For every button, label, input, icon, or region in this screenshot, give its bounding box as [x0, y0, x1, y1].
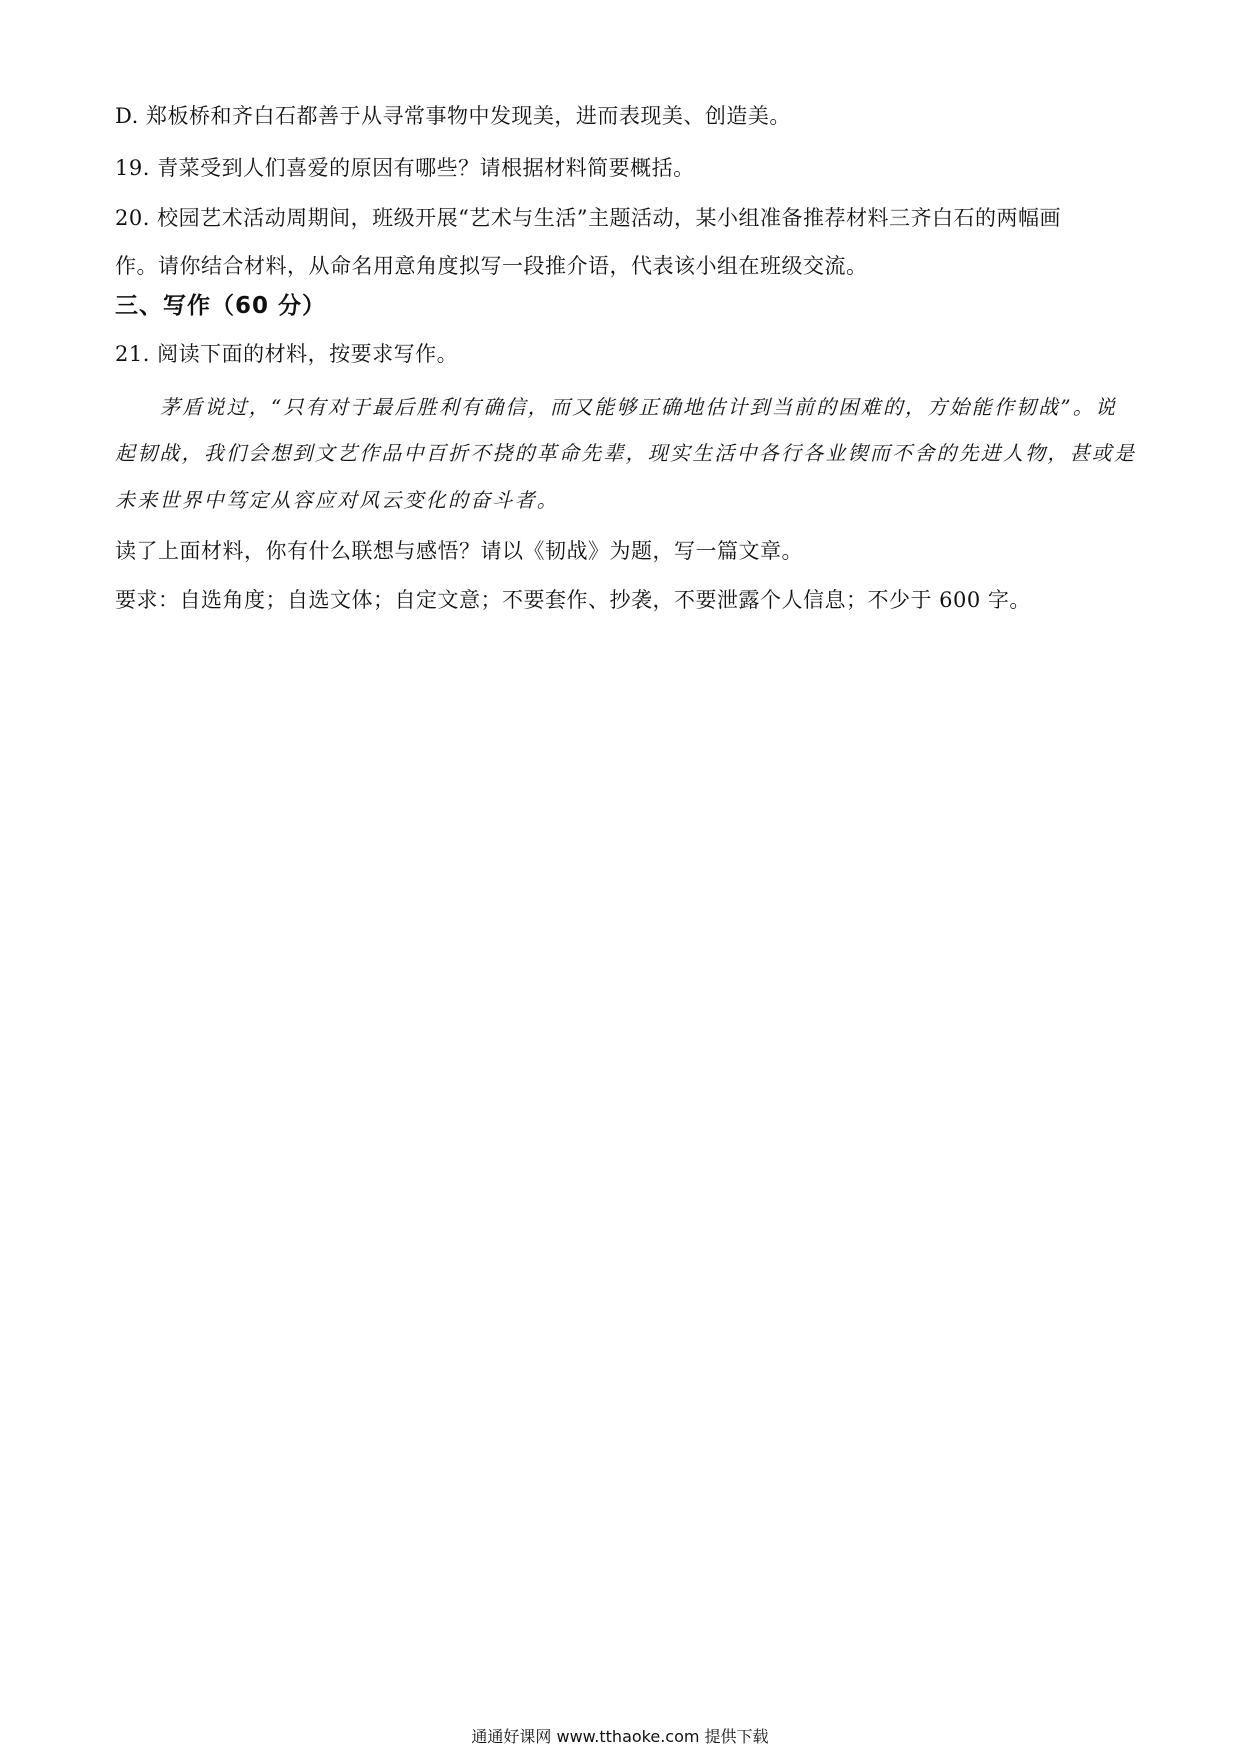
- passage-line-2: 起韧战，我们会想到文艺作品中百折不挠的革命先辈，现实生活中各行各业锲而不舍的先进人物，甚或是: [115, 441, 1137, 465]
- question-21-text: 21. 阅读下面的材料，按要求写作。: [115, 342, 459, 366]
- question-20-line-2: 作。请你结合材料，从命名用意角度拟写一段推介语，代表该小组在班级交流。: [115, 254, 868, 278]
- question-20-line-1: 20. 校园艺术活动周期间，班级开展“艺术与生活”主题活动，某小组准备推荐材料三齐白石的两幅画: [115, 206, 1062, 230]
- writing-prompt: 读了上面材料，你有什么联想与感悟？请以《韧战》为题，写一篇文章。: [115, 539, 803, 563]
- section-3-heading: 三、写作（60 分）: [115, 293, 327, 319]
- question-19-text: 19. 青菜受到人们喜爱的原因有哪些？请根据材料简要概括。: [115, 156, 695, 180]
- writing-requirements: 要求：自选角度；自选文体；自定文意；不要套作、抄袭，不要泄露个人信息；不少于 600 字。: [115, 588, 1031, 612]
- page-footer: 通通好课网 www.tthaoke.com 提供下载: [471, 1727, 769, 1746]
- passage-line-1: 茅盾说过，“只有对于最后胜利有确信，而又能够正确地估计到当前的困难的，方始能作韧战”。说: [160, 395, 1118, 419]
- passage-line-3: 未来世界中笃定从容应对风云变化的奋斗者。: [115, 488, 559, 512]
- option-d-text: D. 郑板桥和齐白石都善于从寻常事物中发现美，进而表现美、创造美。: [115, 104, 791, 128]
